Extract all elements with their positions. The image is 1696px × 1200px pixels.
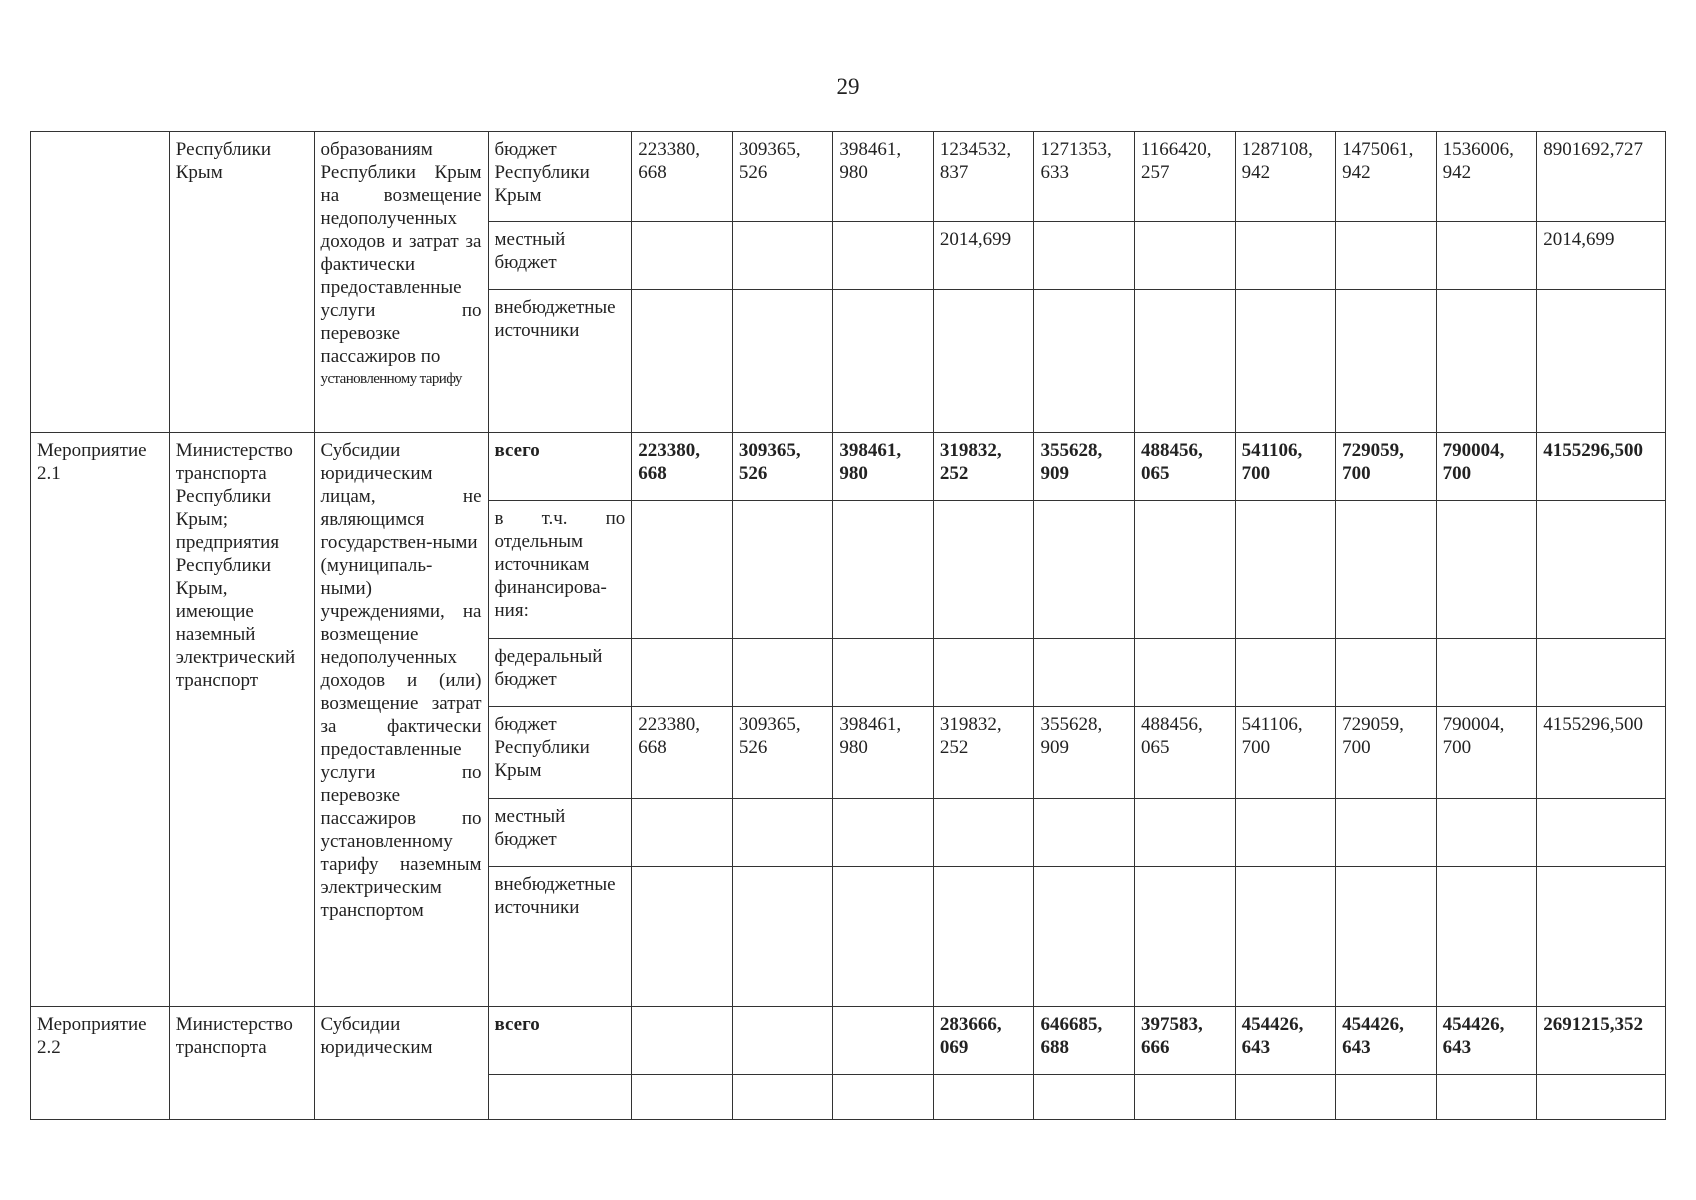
year-value-cell: 454426, 643 xyxy=(1336,1007,1437,1075)
executor-cell: Министерство транспорта xyxy=(169,1007,314,1120)
source-cell: федеральный бюджет xyxy=(488,639,632,707)
year-value-cell xyxy=(1436,290,1537,433)
year-value-cell: 309365, 526 xyxy=(732,433,833,501)
year-value-cell xyxy=(732,867,833,1007)
year-value-cell xyxy=(1336,867,1437,1007)
year-value-cell xyxy=(933,501,1034,639)
description-cell xyxy=(314,1007,488,1120)
year-value-cell: 309365, 526 xyxy=(732,132,833,222)
source-cell: внебюджетные источники xyxy=(488,867,632,1007)
description-text: Субсидии юридическим xyxy=(320,1014,433,1058)
year-value-cell xyxy=(833,639,934,707)
year-value-cell xyxy=(1336,639,1437,707)
year-value-cell xyxy=(1235,222,1336,290)
year-value-cell xyxy=(833,867,934,1007)
year-value-cell: 454426, 643 xyxy=(1235,1007,1336,1075)
year-value-cell xyxy=(1034,501,1135,639)
year-value-cell xyxy=(1436,501,1537,639)
total-value-cell xyxy=(1537,1075,1666,1120)
year-value-cell xyxy=(1135,1075,1236,1120)
year-value-cell: 488456, 065 xyxy=(1135,433,1236,501)
year-value-cell: 790004, 700 xyxy=(1436,707,1537,799)
page-number: 29 xyxy=(836,74,860,99)
event-cell xyxy=(31,132,170,433)
year-value-cell xyxy=(1235,639,1336,707)
year-value-cell: 309365, 526 xyxy=(732,707,833,799)
year-value-cell: 541106, 700 xyxy=(1235,707,1336,799)
event-cell: Мероприятие 2.2 xyxy=(31,1007,170,1120)
year-value-cell: 729059, 700 xyxy=(1336,433,1437,501)
year-value-cell: 790004, 700 xyxy=(1436,433,1537,501)
year-value-cell: 319832, 252 xyxy=(933,433,1034,501)
source-cell: в т.ч. по отдельным источникам финансирова-ния: xyxy=(488,501,632,639)
year-value-cell xyxy=(1436,222,1537,290)
year-value-cell: 223380, 668 xyxy=(632,132,733,222)
total-value-cell: 4155296,500 xyxy=(1537,433,1666,501)
year-value-cell xyxy=(833,222,934,290)
year-value-cell xyxy=(632,639,733,707)
year-value-cell: 223380, 668 xyxy=(632,433,733,501)
year-value-cell: 397583, 666 xyxy=(1135,1007,1236,1075)
year-value-cell xyxy=(1034,639,1135,707)
total-value-cell xyxy=(1537,290,1666,433)
year-value-cell xyxy=(1235,290,1336,433)
year-value-cell: 488456, 065 xyxy=(1135,707,1236,799)
year-value-cell: 541106, 700 xyxy=(1235,433,1336,501)
year-value-cell xyxy=(833,1075,934,1120)
year-value-cell xyxy=(1235,1075,1336,1120)
year-value-cell xyxy=(732,290,833,433)
total-value-cell: 8901692,727 xyxy=(1537,132,1666,222)
year-value-cell: 1166420, 257 xyxy=(1135,132,1236,222)
year-value-cell: 1234532, 837 xyxy=(933,132,1034,222)
year-value-cell xyxy=(732,639,833,707)
total-value-cell xyxy=(1537,799,1666,867)
year-value-cell xyxy=(933,799,1034,867)
source-cell: внебюджетные источники xyxy=(488,290,632,433)
source-cell: всего xyxy=(488,1007,632,1075)
year-value-cell xyxy=(632,501,733,639)
year-value-cell xyxy=(1336,501,1437,639)
description-cell xyxy=(314,132,488,433)
table-row xyxy=(31,433,1666,501)
year-value-cell xyxy=(933,867,1034,1007)
year-value-cell xyxy=(1034,1075,1135,1120)
year-value-cell xyxy=(632,290,733,433)
year-value-cell: 729059, 700 xyxy=(1336,707,1437,799)
year-value-cell xyxy=(632,799,733,867)
table-row xyxy=(31,1007,1666,1075)
total-value-cell: 2691215,352 xyxy=(1537,1007,1666,1075)
description-text: Субсидии юридическим лицам, не являющимся государствен-ными (муниципаль-ными) учреждениями, на возмещение недополученных доходов и (или) возмещение затрат за фактически предоставленные услуги по перевозке пассажиров по установленному тарифу наземным электрическим транспортом xyxy=(320,440,482,921)
year-value-cell: 2014,699 xyxy=(933,222,1034,290)
year-value-cell xyxy=(833,501,934,639)
year-value-cell: 646685, 688 xyxy=(1034,1007,1135,1075)
year-value-cell xyxy=(732,1007,833,1075)
year-value-cell xyxy=(632,867,733,1007)
year-value-cell xyxy=(1336,799,1437,867)
total-value-cell: 4155296,500 xyxy=(1537,707,1666,799)
year-value-cell xyxy=(732,799,833,867)
year-value-cell xyxy=(1436,867,1537,1007)
year-value-cell xyxy=(1135,501,1236,639)
year-value-cell xyxy=(1436,799,1537,867)
year-value-cell: 398461, 980 xyxy=(833,707,934,799)
year-value-cell xyxy=(732,501,833,639)
year-value-cell xyxy=(1235,867,1336,1007)
source-cell: бюджет Республики Крым xyxy=(488,132,632,222)
year-value-cell xyxy=(1336,290,1437,433)
budget-table xyxy=(30,131,1666,1120)
year-value-cell xyxy=(833,1007,934,1075)
description-text: образованиям Республики Крым на возмещение недополученных доходов и затрат за фактически предоставленные услуги по перевозке пассажиров по xyxy=(320,139,482,367)
year-value-cell: 319832, 252 xyxy=(933,707,1034,799)
year-value-cell xyxy=(933,639,1034,707)
year-value-cell xyxy=(1436,639,1537,707)
table-row xyxy=(31,132,1666,222)
source-cell xyxy=(488,1075,632,1120)
source-cell: местный бюджет xyxy=(488,222,632,290)
year-value-cell: 1271353, 633 xyxy=(1034,132,1135,222)
year-value-cell xyxy=(833,799,934,867)
year-value-cell xyxy=(632,222,733,290)
year-value-cell: 398461, 980 xyxy=(833,132,934,222)
source-cell: всего xyxy=(488,433,632,501)
year-value-cell xyxy=(1034,290,1135,433)
description-cell xyxy=(314,433,488,1007)
executor-cell: Республики Крым xyxy=(169,132,314,433)
year-value-cell xyxy=(1135,639,1236,707)
year-value-cell xyxy=(933,290,1034,433)
year-value-cell: 1287108, 942 xyxy=(1235,132,1336,222)
total-value-cell xyxy=(1537,639,1666,707)
year-value-cell xyxy=(632,1075,733,1120)
year-value-cell: 454426, 643 xyxy=(1436,1007,1537,1075)
year-value-cell xyxy=(732,222,833,290)
year-value-cell xyxy=(632,1007,733,1075)
year-value-cell xyxy=(1034,799,1135,867)
year-value-cell xyxy=(1336,222,1437,290)
year-value-cell xyxy=(1135,867,1236,1007)
year-value-cell xyxy=(1034,222,1135,290)
executor-cell: Министерство транспорта Республики Крым; предприятия Республики Крым, имеющие наземный электрический транспорт xyxy=(169,433,314,1007)
year-value-cell xyxy=(1135,222,1236,290)
total-value-cell xyxy=(1537,501,1666,639)
year-value-cell: 398461, 980 xyxy=(833,433,934,501)
year-value-cell xyxy=(732,1075,833,1120)
source-cell: бюджет Республики Крым xyxy=(488,707,632,799)
year-value-cell: 223380, 668 xyxy=(632,707,733,799)
year-value-cell xyxy=(833,290,934,433)
year-value-cell: 355628, 909 xyxy=(1034,707,1135,799)
year-value-cell xyxy=(1436,1075,1537,1120)
description-tail: установленному тарифу xyxy=(320,371,462,387)
year-value-cell xyxy=(1135,290,1236,433)
total-value-cell: 2014,699 xyxy=(1537,222,1666,290)
event-cell: Мероприятие 2.1 xyxy=(31,433,170,1007)
year-value-cell xyxy=(1235,501,1336,639)
year-value-cell xyxy=(1235,799,1336,867)
year-value-cell: 355628, 909 xyxy=(1034,433,1135,501)
total-value-cell xyxy=(1537,867,1666,1007)
year-value-cell xyxy=(933,1075,1034,1120)
year-value-cell xyxy=(1336,1075,1437,1120)
year-value-cell: 1536006, 942 xyxy=(1436,132,1537,222)
year-value-cell xyxy=(1135,799,1236,867)
year-value-cell xyxy=(1034,867,1135,1007)
source-cell: местный бюджет xyxy=(488,799,632,867)
year-value-cell: 1475061, 942 xyxy=(1336,132,1437,222)
year-value-cell: 283666, 069 xyxy=(933,1007,1034,1075)
